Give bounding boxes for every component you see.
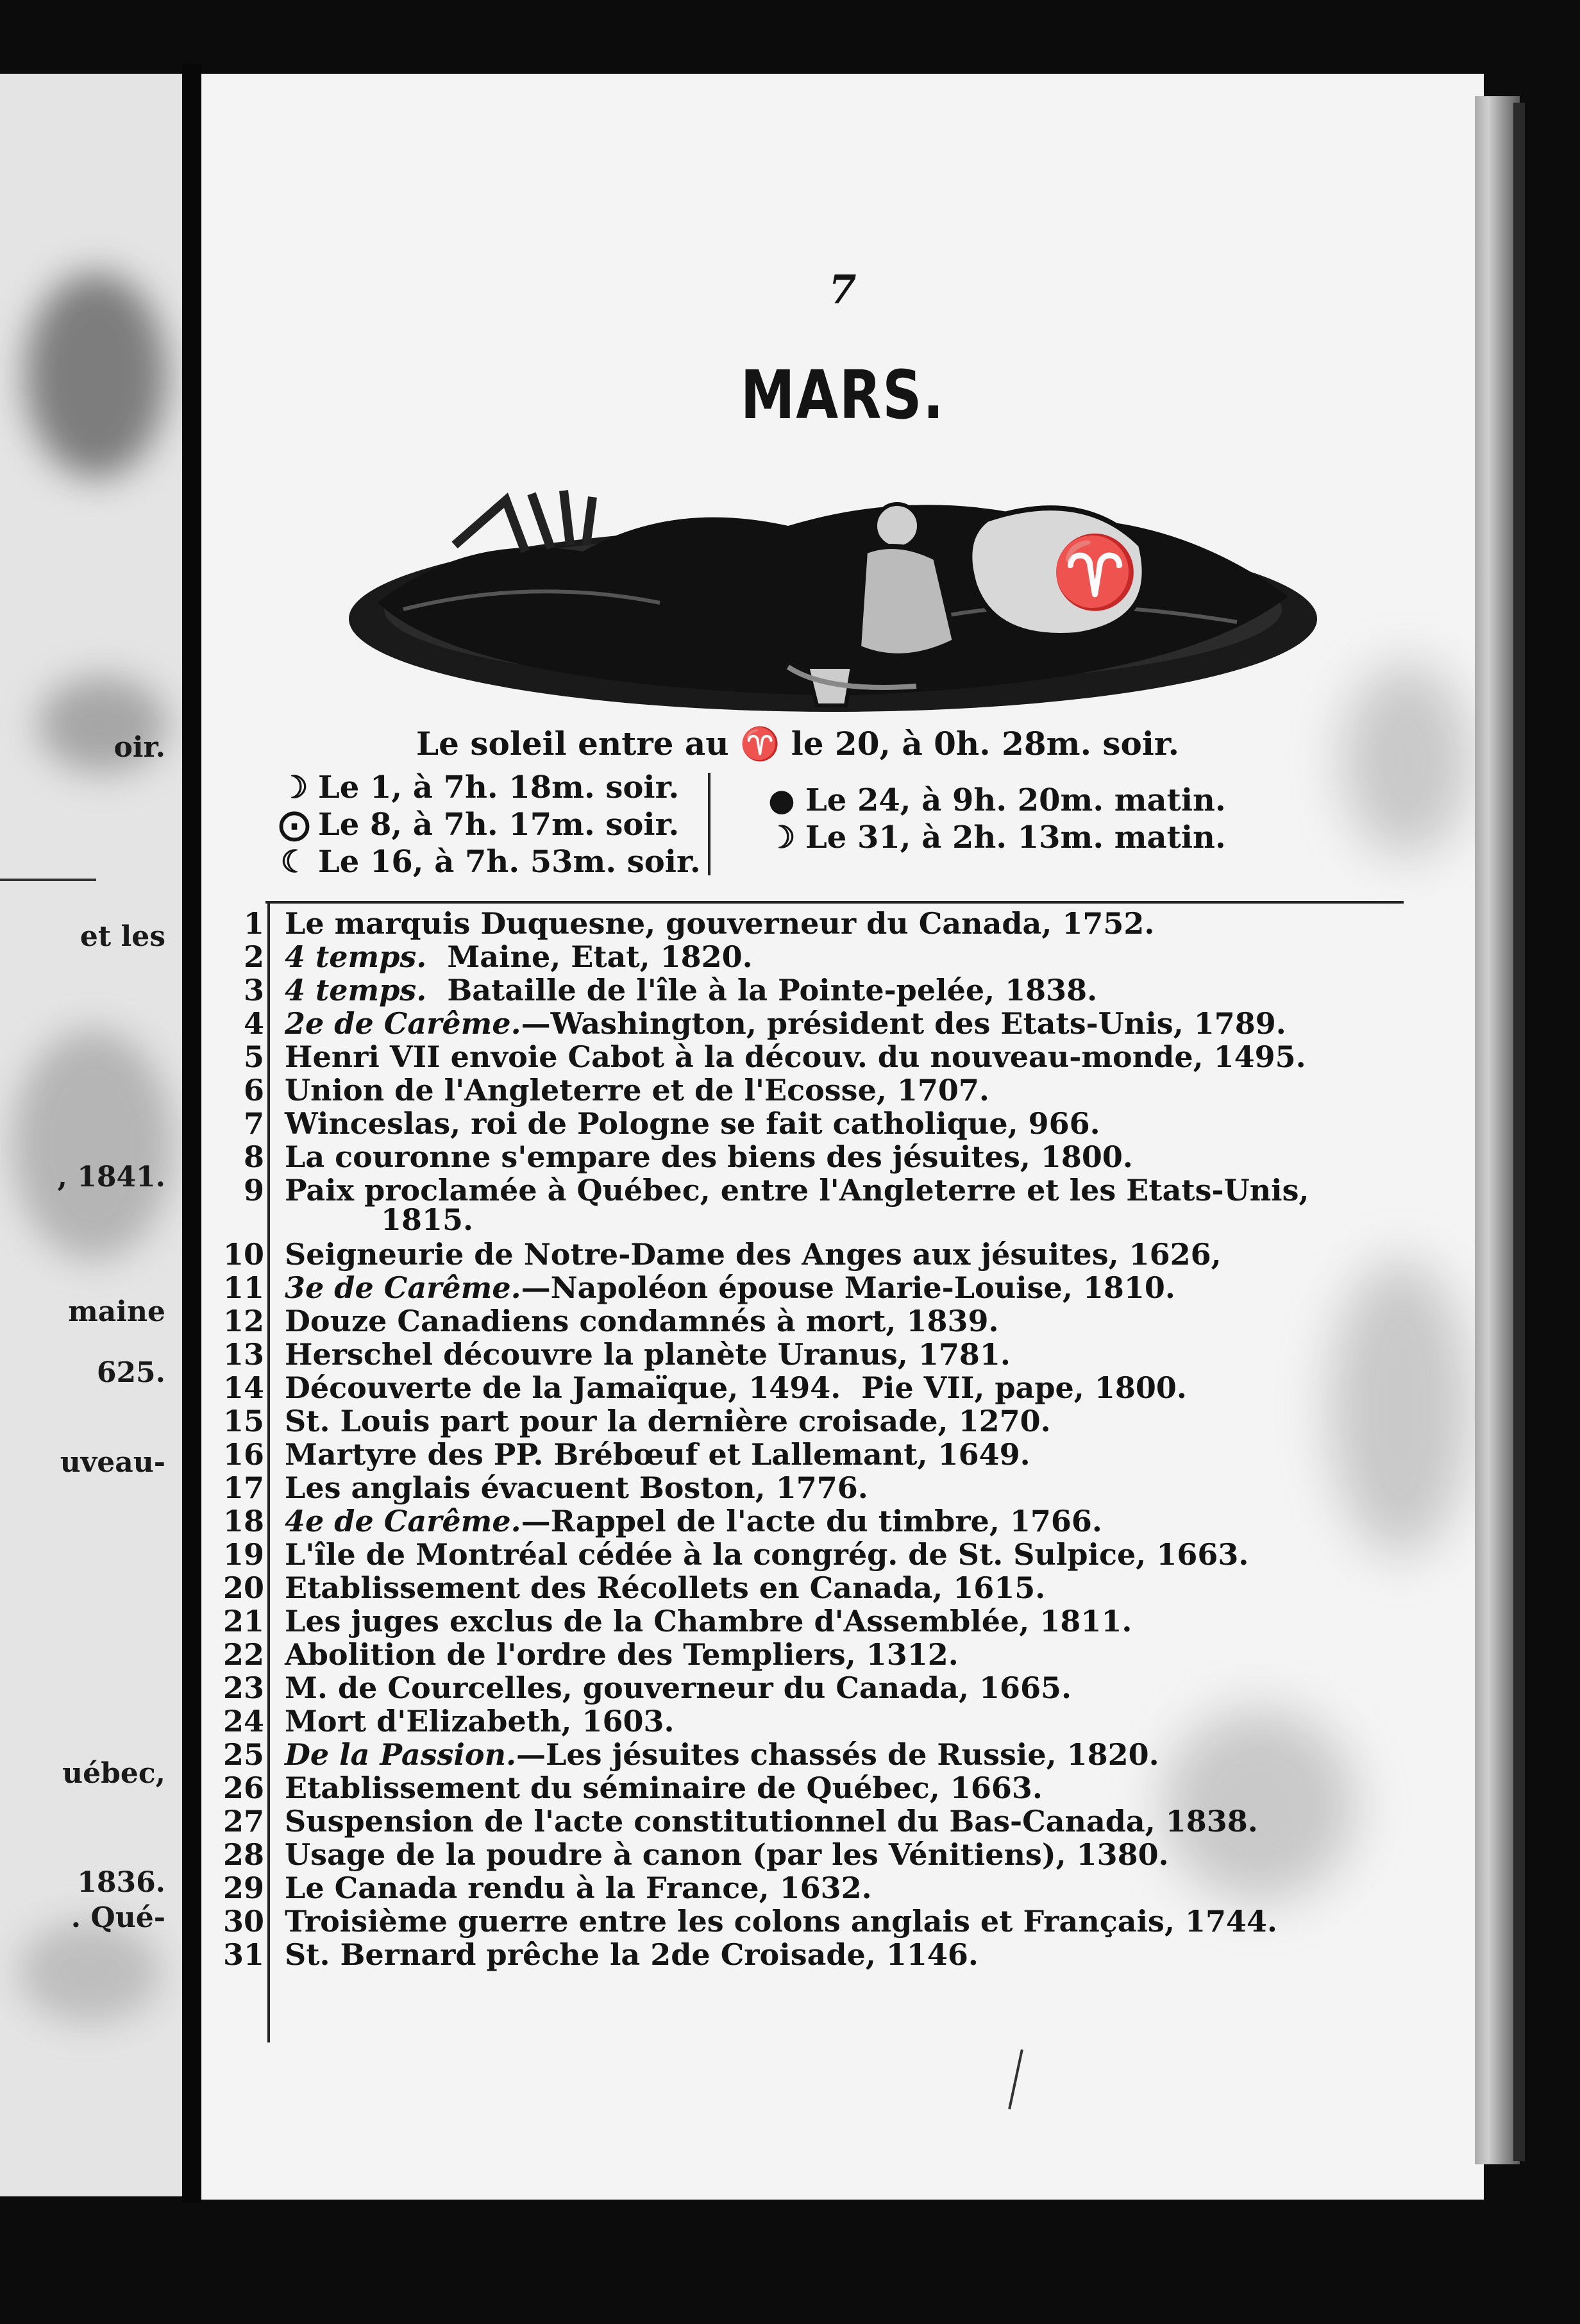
event-entry: [285, 907, 1426, 939]
event-text: L'île de Montréal cédée à la congrég. de St. Sulpice, 1663.: [285, 1537, 1249, 1572]
full-moon-icon: ⨀: [279, 807, 310, 843]
event-day-number: 28: [223, 1837, 264, 1872]
event-day-number: 6: [243, 1073, 264, 1107]
book-edge-shadow: [1513, 103, 1525, 2161]
event-text: Seigneurie de Notre-Dame des Anges aux jésuites, 1626,: [285, 1237, 1222, 1272]
event-day-number: 21: [223, 1604, 264, 1638]
event-text: Maine, Etat, 1820.: [426, 939, 753, 974]
moon-phase-row: [278, 807, 679, 844]
event-text: Douze Canadiens condamnés à mort, 1839.: [285, 1304, 999, 1338]
moon-phase-row: [278, 770, 679, 807]
event-text: Martyre des PP. Brébœuf et Lallemant, 1649.: [285, 1437, 1030, 1472]
event-text: Le Canada rendu à la France, 1632.: [285, 1871, 872, 1905]
left-fragment: et les: [80, 920, 165, 953]
left-fragment: , 1841.: [57, 1161, 165, 1193]
event-liturgical-label: 4 temps.: [285, 973, 427, 1007]
svg-text:♈: ♈: [1051, 530, 1139, 613]
left-fragment: . Qué-: [71, 1901, 165, 1934]
event-entry: [285, 1107, 1426, 1140]
event-day-number: 4: [243, 1006, 264, 1041]
event-entry: [285, 1939, 1426, 1971]
event-day-number: 1: [243, 906, 264, 941]
event-text: Usage de la poudre à canon (par les Vénitiens), 1380.: [285, 1837, 1169, 1872]
event-text: Winceslas, roi de Pologne se fait catholique, 966.: [285, 1106, 1100, 1141]
event-text: Henri VII envoie Cabot à la découv. du nouveau-monde, 1495.: [285, 1040, 1306, 1074]
event-text: Etablissement du séminaire de Québec, 1663.: [285, 1771, 1043, 1805]
event-day-number: 17: [223, 1470, 264, 1505]
event-entry: [285, 1405, 1426, 1437]
event-text: Les juges exclus de la Chambre d'Assemblée, 1811.: [285, 1604, 1132, 1638]
event-day-number: 5: [243, 1040, 264, 1074]
event-day-number: 18: [223, 1504, 264, 1538]
previous-page-fragment: [0, 74, 182, 2196]
event-entry: [285, 1438, 1426, 1470]
event-day-number: 30: [223, 1904, 264, 1939]
left-fragment: 625.: [96, 1356, 165, 1389]
event-entry: [285, 1572, 1426, 1604]
event-entry: [285, 1905, 1426, 1937]
event-entry: [285, 1305, 1426, 1337]
event-day-number: 23: [223, 1671, 264, 1705]
event-liturgical-label: 4 temps.: [285, 939, 427, 974]
event-entry: [285, 1872, 1426, 1904]
event-text: Etablissement des Récollets en Canada, 1615.: [285, 1570, 1046, 1605]
event-day-number: 3: [243, 973, 264, 1007]
left-fragment: 1836.: [77, 1866, 165, 1899]
event-entry: [285, 1839, 1426, 1871]
event-liturgical-label: 2e de Carême.: [285, 1006, 521, 1041]
event-day-number: 24: [223, 1704, 264, 1739]
page-number: 7: [828, 266, 857, 313]
event-text: St. Louis part pour la dernière croisade, 1270.: [285, 1404, 1051, 1438]
event-day-number: 13: [223, 1337, 264, 1372]
event-entry: [285, 1739, 1426, 1771]
book-gutter: [182, 64, 201, 2203]
event-day-number: 26: [223, 1771, 264, 1805]
event-day-number: 16: [223, 1437, 264, 1472]
event-text: Union de l'Angleterre et de l'Ecosse, 1707.: [285, 1073, 989, 1107]
first-quarter-moon-icon: ☽: [768, 820, 796, 855]
event-day-number: 10: [223, 1237, 264, 1272]
last-quarter-moon-icon: ☾: [280, 844, 308, 880]
event-text: Herschel découvre la planète Uranus, 1781.: [285, 1337, 1011, 1372]
left-fragment: uébec,: [62, 1757, 165, 1790]
event-entry: [285, 1672, 1426, 1704]
event-entry: [285, 1074, 1426, 1106]
event-day-number: 15: [223, 1404, 264, 1438]
moon-phase-text: Le 1, à 7h. 18m. soir.: [318, 770, 680, 805]
phase-column-divider: [708, 773, 710, 875]
new-moon-icon: ●: [768, 782, 795, 818]
moon-phase-row: [766, 782, 1226, 820]
event-text: Troisième guerre entre les colons anglais et Français, 1744.: [285, 1904, 1278, 1939]
left-fragment: uveau-: [60, 1446, 165, 1479]
event-day-number: 7: [243, 1106, 264, 1141]
month-title: MARS.: [740, 356, 945, 434]
event-text: Découverte de la Jamaïque, 1494. Pie VII, pape, 1800.: [285, 1370, 1187, 1405]
event-day-number: 11: [223, 1270, 264, 1305]
event-day-number: 2: [243, 939, 264, 974]
event-liturgical-label: De la Passion.: [285, 1737, 517, 1772]
event-day-number: 31: [223, 1937, 264, 1972]
moon-phase-row: [766, 820, 1226, 857]
moon-phase-text: Le 31, à 2h. 13m. matin.: [805, 820, 1226, 855]
event-text: —Napoléon épouse Marie-Louise, 1810.: [521, 1270, 1175, 1305]
event-entry: [285, 1238, 1426, 1270]
almanac-page: [201, 74, 1484, 2200]
event-day-number: 19: [223, 1537, 264, 1572]
event-day-number: 22: [223, 1637, 264, 1672]
event-entry: [285, 974, 1426, 1006]
event-entry: [285, 1338, 1426, 1370]
moon-phase-text: Le 24, à 9h. 20m. matin.: [805, 782, 1226, 818]
event-entry: [285, 1007, 1426, 1040]
left-fragment: maine: [68, 1295, 165, 1328]
event-text: —Washington, président des Etats-Unis, 1789.: [521, 1006, 1286, 1041]
event-text: Le marquis Duquesne, gouverneur du Canada, 1752.: [285, 906, 1155, 941]
event-text: Abolition de l'ordre des Templiers, 1312.: [285, 1637, 959, 1672]
event-day-number: 27: [223, 1804, 264, 1839]
event-day-number: 20: [223, 1570, 264, 1605]
moon-phase-text: Le 16, à 7h. 53m. soir.: [318, 844, 701, 880]
events-list: [201, 901, 1484, 2055]
event-liturgical-label: 3e de Carême.: [285, 1270, 521, 1305]
event-text: —Rappel de l'acte du timbre, 1766.: [521, 1504, 1102, 1538]
left-divider: [0, 879, 96, 881]
moon-phase-text: Le 8, à 7h. 17m. soir.: [318, 807, 680, 843]
event-entry: [285, 1372, 1426, 1404]
event-day-number: 14: [223, 1370, 264, 1405]
event-text: M. de Courcelles, gouverneur du Canada, 1665.: [285, 1671, 1072, 1705]
event-entry: [285, 1705, 1426, 1737]
event-entry: [285, 1472, 1426, 1504]
event-liturgical-label: 4e de Carême.: [285, 1504, 521, 1538]
event-text: St. Bernard prêche la 2de Croisade, 1146.: [285, 1937, 979, 1972]
event-entry: [285, 1805, 1426, 1837]
event-day-number: 25: [223, 1737, 264, 1772]
event-entry: [285, 1605, 1426, 1637]
event-text: Bataille de l'île à la Pointe-pelée, 1838.: [426, 973, 1098, 1007]
first-quarter-moon-icon: ☽: [280, 770, 308, 805]
event-entry: [285, 1538, 1426, 1570]
event-entry: [285, 1772, 1426, 1804]
event-continuation: 1815.: [381, 1202, 474, 1237]
event-entry: [285, 1505, 1426, 1537]
event-text: —Les jésuites chassés de Russie, 1820.: [516, 1737, 1159, 1772]
event-entry: [285, 1638, 1426, 1671]
event-day-number: 29: [223, 1871, 264, 1905]
event-entry: [285, 1141, 1426, 1173]
event-entry: [285, 941, 1426, 973]
pen-mark: [1008, 2050, 1023, 2110]
event-day-number: 9: [243, 1173, 264, 1208]
event-text: Paix proclamée à Québec, entre l'Angleterre et les Etats-Unis,: [285, 1173, 1309, 1208]
event-text: La couronne s'empare des biens des jésuites, 1800.: [285, 1140, 1133, 1174]
event-text: Suspension de l'acte constitutionnel du Bas-Canada, 1838.: [285, 1804, 1258, 1839]
sun-entry-line: Le soleil entre au ♈ le 20, à 0h. 28m. soir.: [416, 725, 1180, 762]
event-text: Mort d'Elizabeth, 1603.: [285, 1704, 675, 1739]
moon-phase-row: [278, 844, 701, 881]
event-entry: [285, 1041, 1426, 1073]
event-day-number: 12: [223, 1304, 264, 1338]
event-entry: [285, 1272, 1426, 1304]
event-text: Les anglais évacuent Boston, 1776.: [285, 1470, 868, 1505]
woodcut-vignette: [339, 475, 1327, 728]
left-fragment: oir.: [113, 731, 165, 764]
event-entry: [285, 1174, 1426, 1206]
event-day-number: 8: [243, 1140, 264, 1174]
